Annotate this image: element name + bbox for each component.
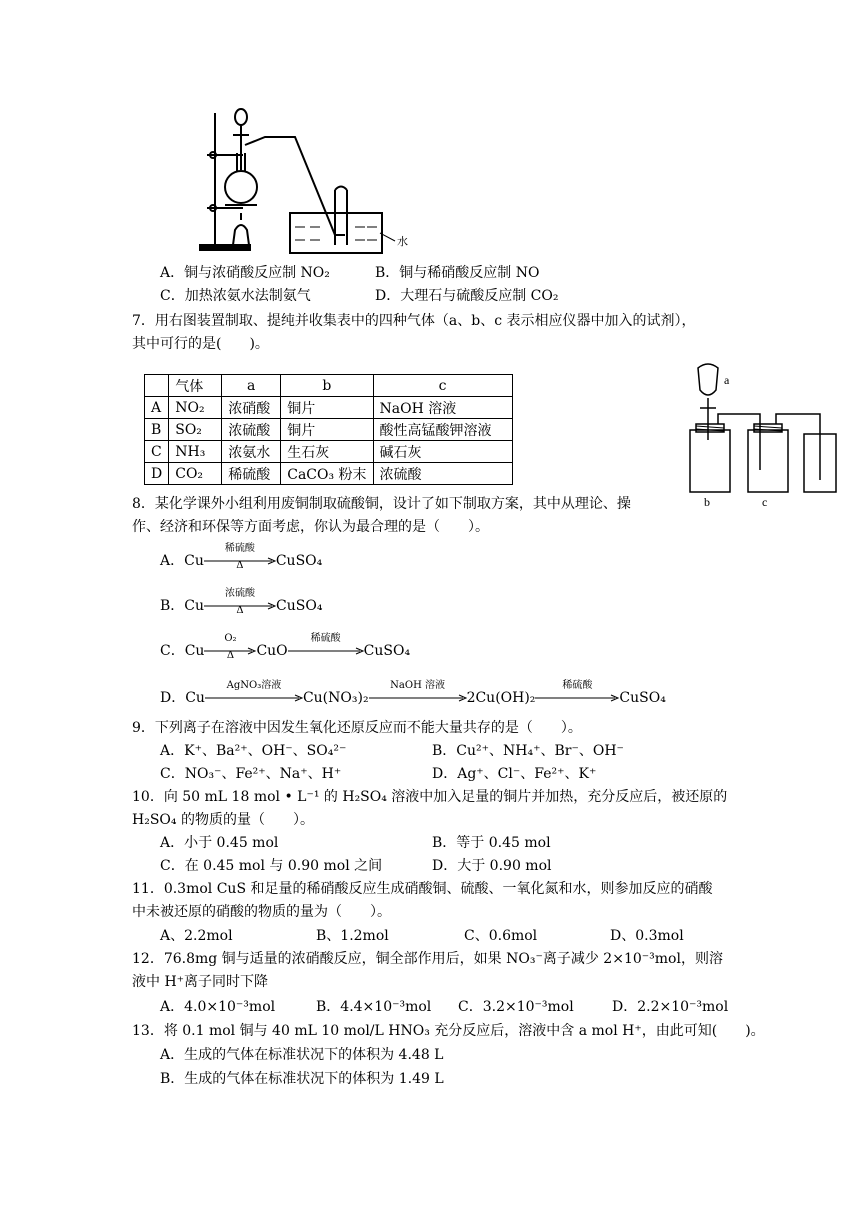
q12-option-c[interactable]: C．3.2×10⁻³mol (458, 999, 574, 1015)
table-cell: NH₃ (169, 441, 222, 463)
table-row (145, 441, 513, 463)
table-cell: 碱石灰 (373, 441, 512, 463)
q10-stem-line1: 10．向 50 mL 18 mol • L⁻¹ 的 H₂SO₄ 溶液中加入足量的铜片并加热，充分反应后，被还原的 (132, 789, 728, 805)
q10-option-a[interactable]: A．小于 0.45 mol (160, 835, 279, 851)
q10-option-b[interactable]: B．等于 0.45 mol (432, 835, 551, 851)
q6-option-b[interactable]: B．铜与稀硝酸反应制 NO (375, 265, 540, 281)
q10-option-c[interactable]: C．在 0.45 mol 与 0.90 mol 之间 (160, 858, 383, 874)
q9-option-d[interactable]: D．Ag⁺、Cl⁻、Fe²⁺、K⁺ (432, 766, 597, 782)
table-row (145, 397, 513, 419)
intermediate: CuO (256, 643, 288, 659)
table-cell: 铜片 (281, 419, 373, 441)
arrow-bottom-label: Δ (236, 605, 244, 616)
product: CuSO₄ (619, 690, 666, 706)
q8-option-c[interactable] (160, 633, 411, 661)
table-cell: 生石灰 (281, 441, 373, 463)
q10-stem-line2: H₂SO₄ 的物质的量（ ）。 (132, 812, 314, 828)
apparatus-figure-1 (195, 105, 420, 265)
q11-option-b[interactable]: B、1.2mol (316, 928, 389, 944)
reaction-arrow (535, 680, 619, 702)
table-cell: 浓氨水 (222, 441, 281, 463)
arrow-top-label: AgNO₃溶液 (226, 680, 282, 691)
arrow-bottom-label: Δ (236, 560, 244, 571)
q8-stem-line1: 8．某化学课外小组利用废铜制取硫酸铜，设计了如下制取方案，其中从理论、操 (132, 496, 631, 512)
q12-stem-line2: 液中 H⁺离子同时下降 (132, 974, 269, 990)
reaction-arrow (288, 633, 364, 655)
table-cell: NaOH 溶液 (373, 397, 512, 419)
table-cell: D (145, 463, 169, 485)
figure-label-b: b (704, 495, 710, 509)
intermediate: 2Cu(OH)₂ (466, 690, 536, 706)
arrow-top-label: 稀硫酸 (224, 543, 255, 554)
reaction-arrow (204, 588, 276, 616)
q6-option-c[interactable]: C．加热浓氨水法制氨气 (160, 288, 311, 304)
table-header-row (145, 375, 513, 397)
arrow-top-label: 稀硫酸 (310, 633, 341, 644)
table-cell: CO₂ (169, 463, 222, 485)
arrow-bottom-label: Δ (226, 650, 235, 661)
water-label: 水 (397, 236, 408, 248)
q12-option-a[interactable]: A．4.0×10⁻³mol (160, 999, 276, 1015)
reactant: D．Cu (160, 690, 205, 706)
reaction-arrow (369, 680, 467, 702)
apparatus-figure-2 (680, 360, 840, 510)
reactant: B．Cu (160, 598, 205, 614)
table-header (145, 375, 169, 397)
table-cell: A (145, 397, 169, 419)
arrow-top-label: O₂ (224, 633, 237, 644)
q12-option-d[interactable]: D．2.2×10⁻³mol (612, 999, 729, 1015)
table-cell: SO₂ (169, 419, 222, 441)
reaction-arrow (205, 680, 303, 702)
q6-option-a[interactable]: A．铜与浓硝酸反应制 NO₂ (160, 265, 330, 281)
q8-option-a[interactable] (160, 543, 323, 571)
q13-stem: 13．将 0.1 mol 铜与 40 mL 10 mol/L HNO₃ 充分反应后，溶液中含 a mol H⁺，由此可知( )。 (132, 1023, 765, 1039)
figure-label-a: a (724, 373, 730, 387)
q7-stem-line2: 其中可行的是( )。 (132, 336, 269, 352)
q9-option-c[interactable]: C．NO₃⁻、Fe²⁺、Na⁺、H⁺ (160, 766, 342, 782)
reactant: A．Cu (160, 553, 204, 569)
q10-option-d[interactable]: D．大于 0.90 mol (432, 858, 552, 874)
reactant: C．Cu (160, 643, 205, 659)
table-cell: CaCO₃ 粉末 (281, 463, 373, 485)
q9-option-a[interactable]: A．K⁺、Ba²⁺、OH⁻、SO₄²⁻ (160, 743, 347, 759)
q11-option-a[interactable]: A、2.2mol (160, 928, 233, 944)
q11-stem-line2: 中未被还原的硝酸的物质的量为（ ）。 (132, 904, 391, 920)
table-row (145, 463, 513, 485)
q8-option-d[interactable] (160, 680, 666, 708)
q9-option-b[interactable]: B．Cu²⁺、NH₄⁺、Br⁻、OH⁻ (432, 743, 624, 759)
q13-option-b[interactable]: B．生成的气体在标准状况下的体积为 1.49 L (160, 1071, 444, 1087)
table-header: c (373, 375, 512, 397)
q12-option-b[interactable]: B．4.4×10⁻³mol (316, 999, 432, 1015)
q11-option-d[interactable]: D、0.3mol (610, 928, 684, 944)
table-cell: B (145, 419, 169, 441)
arrow-top-label: NaOH 溶液 (390, 680, 445, 691)
q8-stem-line2: 作、经济和环保等方面考虑，你认为最合理的是（ ）。 (132, 519, 489, 535)
table-cell: 浓硫酸 (373, 463, 512, 485)
table-cell: NO₂ (169, 397, 222, 419)
reaction-arrow (204, 543, 276, 571)
table-cell: 铜片 (281, 397, 373, 419)
intermediate: Cu(NO₃)₂ (302, 690, 369, 706)
table-cell: 稀硫酸 (222, 463, 281, 485)
q11-option-c[interactable]: C、0.6mol (464, 928, 538, 944)
arrow-top-label: 稀硫酸 (562, 680, 593, 691)
q13-option-a[interactable]: A．生成的气体在标准状况下的体积为 4.48 L (160, 1047, 444, 1063)
reaction-arrow (204, 633, 256, 661)
q6-option-d[interactable]: D．大理石与硫酸反应制 CO₂ (375, 288, 559, 304)
table-header: b (281, 375, 373, 397)
table-header: a (222, 375, 281, 397)
table-header: 气体 (169, 375, 222, 397)
table-cell: C (145, 441, 169, 463)
q7-stem-line1: 7．用右图装置制取、提纯并收集表中的四种气体（a、b、c 表示相应仪器中加入的试剂）， (132, 313, 696, 329)
table-cell: 浓硫酸 (222, 419, 281, 441)
q12-stem-line1: 12．76.8mg 铜与适量的浓硝酸反应，铜全部作用后，如果 NO₃⁻离子减少 2×10⁻³mol，则溶 (132, 951, 723, 967)
arrow-top-label: 浓硫酸 (225, 588, 256, 599)
product: CuSO₄ (275, 553, 323, 569)
figure-label-c: c (762, 495, 768, 509)
table-cell: 浓硝酸 (222, 397, 281, 419)
q11-stem-line1: 11．0.3mol CuS 和足量的稀硝酸反应生成硝酸铜、硫酸、一氧化氮和水，则参加反应的硝酸 (132, 881, 713, 897)
table-row (145, 419, 513, 441)
gas-table (144, 374, 513, 485)
q8-option-b[interactable] (160, 588, 323, 616)
product: CuSO₄ (363, 643, 411, 659)
table-cell: 酸性高锰酸钾溶液 (373, 419, 512, 441)
product: CuSO₄ (276, 598, 323, 614)
q9-stem: 9．下列离子在溶液中因发生氧化还原反应而不能大量共存的是（ ）。 (132, 720, 582, 736)
